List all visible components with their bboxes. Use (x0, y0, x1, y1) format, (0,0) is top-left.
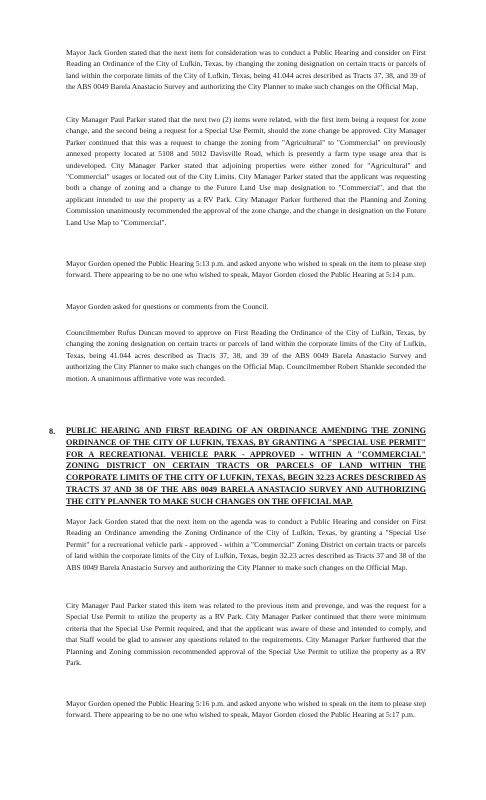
paragraph-item7-manager-report: City Manager Paul Parker stated that the next two (2) items were related, with the first item being a request for zone change, and the second being a request for a Special Use Permit, should the zone change be approved. City Manager Parker continued that this was a request to change the zoning from "Agricultural" to "Commercial" on previously annexed property located at 5108 and 5012 Davisville Road, which is presently a farm type usage area that is undeveloped. City Manager Parker stated that adjoining properties were either zoned for "Agricultural" and "Commercial" usages or located out of the City Limits. City Manager Parker stated that the applicant was requesting both a change of zoning and a change to the Future Land Use map designation to "Commercial", and that the applicant intended to use the property as a RV Park. City Manager Parker furthered that the Planning and Zoning Commission unanimously recommended the approval of the zone change, and the change in designation on the Future Land Use Map to "Commercial". (66, 115, 426, 227)
paragraph-item8-manager-report: City Manager Paul Parker stated this item was related to the previous item and prevenge, and was the request for a Special Use Permit to utilize the property as a RV Park. City Manager Parker continued that there were minimum criteria that the Special Use Permit required, and that the applicant was aware of these and intended to comply, and that Staff would be glad to answer any questions related to the requirements. City Manager Parker furthered that the Planning and Zoning commission recommended approval of the Special Use Permit to utilize the property as a RV Park. (66, 601, 426, 668)
paragraph-item7-intro: Mayor Jack Gorden stated that the next item for consideration was to conduct a Public Hearing and consider on First Reading an Ordinance of the City of Lufkin, Texas, by changing the zoning designation on certain tracts or parcels of land within the corporate limits of the City of Lufkin, Texas, being 41.044 acres described as Tracts 37, 38, and 39 of the ABS 0049 Barela Anastacio Survey and authorizing the City Planner to make such changes on the Official Map. (66, 48, 426, 92)
paragraph-item8-intro: Mayor Jack Gorden stated that the next item on the agenda was to conduct a Public Hearing and consider on First Reading an Ordinance amending the Zoning Ordinance of the City of Lufkin, Texas, by granting a "Special Use Permit" for a recreational vehicle park - approved - within a "Commercial" Zoning District on certain tracts or parcels of land within the corporate limits of the City of Lufkin, Texas, begin 32.23 acres described as Tracts 37 and 38 of the ABS 0049 Barela Anastacio Survey and authorizing the City Planner to make such changes on the Official Map. (66, 517, 426, 572)
agenda-item-heading: PUBLIC HEARING AND FIRST READING OF AN ORDINANCE AMENDING THE ZONING ORDINANCE OF THE CITY OF LUFKIN, TEXAS, BY GRANTING A "SPECIAL USE PERMIT" FOR A RECREATIONAL VEHICLE PARK - APPROVED - WITHIN A "COMMERCIAL" ZONING DISTRICT ON CERTAIN TRACTS OR PARCELS OF LAND WITHIN THE CORPORATE LIMITS OF THE CITY OF LUFKIN, TEXAS, BEGIN 32.23 ACRES DESCRIBED AS TRACTS 37 AND 38 OF THE ABS 0049 BARELA ANASTACIO SURVEY AND AUTHORIZING THE CITY PLANNER TO MAKE SUCH CHANGES ON THE OFFICIAL MAP. (66, 426, 426, 506)
paragraph-item8-public-hearing: Mayor Gorden opened the Public Hearing 5:16 p.m. and asked anyone who wished to speak on the item to please step forward. There appearing to be no one who wished to speak, Mayor Gorden closed the Public Hearing at 5:17 p.m. (66, 699, 426, 720)
paragraph-item7-motion: Councilmember Rufus Duncan moved to approve on First Reading the Ordinance of the City of Lufkin, Texas, by changing the zoning designation on certain tracts or parcels of land within the corporate limits of the City of Lufkin, Texas, being 41.044 acres described as Tracts 37, 38, and 39 of the ABS 0049 Barela Anastacio Survey and authorizing the City Planner to make such changes on the Official Map. Councilmember Robert Shankle seconded the motion. A unanimous affirmative vote was recorded. (66, 328, 426, 383)
paragraph-item7-questions: Mayor Gorden asked for questions or comments from the Council. (66, 302, 269, 311)
paragraph-item7-public-hearing: Mayor Gorden opened the Public Hearing 5:13 p.m. and asked anyone who wished to speak on the item to please step forward. There appearing to be no one who wished to speak, Mayor Gorden closed the Public Hearing at 5:14 p.m. (66, 259, 426, 280)
agenda-item-number: 8. (49, 427, 56, 436)
